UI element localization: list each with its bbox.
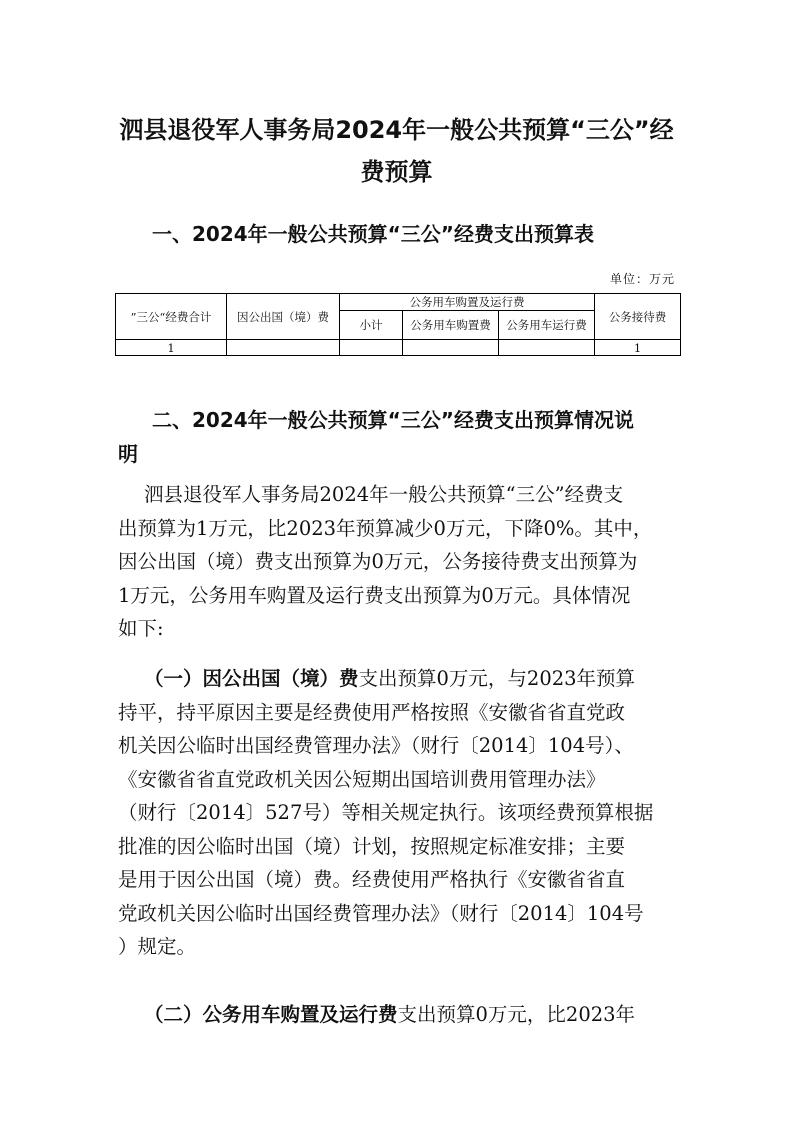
- unit-label: 单位：万元: [609, 272, 675, 286]
- paragraph-line: （财行〔2014〕527号）等相关规定执行。该项经费预算根据: [118, 801, 654, 824]
- paragraph-line: 批准的因公临时出国（境）计划，按照规定标准安排；主要: [118, 834, 626, 858]
- header-abroad: 因公出国（境）费: [227, 294, 340, 340]
- paragraph-line: 出预算为1万元，比2023年预算减少0万元，下降0%。其中，: [118, 516, 653, 540]
- three-public-budget-table: [115, 293, 681, 356]
- vehicle-expense-paragraph: [118, 998, 683, 1032]
- document-title-line-1: 泗县退役军人事务局2024年一般公共预算“三公”经: [119, 116, 674, 144]
- paragraph-line: 1万元，公务用车购置及运行费支出预算为0万元。具体情况: [118, 583, 631, 607]
- section-1-heading: 一、2024年一般公共预算“三公”经费支出预算表: [152, 222, 594, 246]
- section-2-heading-line-2: 明: [118, 442, 138, 466]
- cell-vehicle-operation: [499, 340, 595, 356]
- abroad-expense-first-line: 支出预算0万元，与2023年预算: [358, 667, 636, 690]
- overview-paragraph: [118, 478, 683, 646]
- header-vehicle-group: 公务用车购置及运行费: [340, 294, 595, 311]
- paragraph-line: ）规定。: [118, 935, 197, 958]
- document-title-line-2: 费预算: [360, 158, 433, 186]
- paragraph-line: 持平，持平原因主要是经费使用严格按照《安徽省省直党政: [118, 700, 626, 724]
- header-reception: 公务接待费: [595, 294, 681, 340]
- paragraph-line: [118, 662, 683, 696]
- cell-total: 1: [116, 340, 227, 356]
- table-row: [116, 340, 681, 356]
- vehicle-expense-first-line: 支出预算0万元，比2023年: [397, 1003, 636, 1026]
- abroad-expense-paragraph: [118, 662, 683, 964]
- paragraph-line: 因公出国（境）费支出预算为0万元，公务接待费支出预算为: [118, 550, 638, 573]
- section-2-heading-line-1: 二、2024年一般公共预算“三公”经费支出预算情况说: [152, 408, 634, 432]
- paragraph-line: 《安徽省省直党政机关因公短期出国培训费用管理办法》: [118, 767, 606, 791]
- header-vehicle-subtotal: 小计: [340, 311, 403, 340]
- cell-vehicle-subtotal: [340, 340, 403, 356]
- cell-reception: 1: [595, 340, 681, 356]
- cell-abroad: [227, 340, 340, 356]
- paragraph-line: 如下:: [118, 617, 164, 640]
- cell-vehicle-purchase: [403, 340, 499, 356]
- paragraph-line: 泗县退役军人事务局2024年一般公共预算“三公”经费支: [144, 483, 624, 506]
- paragraph-line: [118, 998, 683, 1032]
- header-vehicle-operation: 公务用车运行费: [499, 311, 595, 340]
- paragraph-line: 机关因公临时出国经费管理办法》（财行〔2014〕104号）、: [118, 734, 634, 757]
- paragraph-line: 是用于因公出国（境）费。经费使用严格执行《安徽省省直: [118, 868, 626, 891]
- header-total: ”三公“经费合计: [116, 294, 227, 340]
- paragraph-line: 党政机关因公临时出国经费管理办法》（财行〔2014〕104号: [118, 901, 644, 925]
- table-header-row: [116, 294, 681, 311]
- abroad-expense-lead: （一）因公出国（境）费: [144, 667, 359, 690]
- header-vehicle-purchase: 公务用车购置费: [403, 311, 499, 340]
- vehicle-expense-lead: （二）公务用车购置及运行费: [144, 1003, 398, 1026]
